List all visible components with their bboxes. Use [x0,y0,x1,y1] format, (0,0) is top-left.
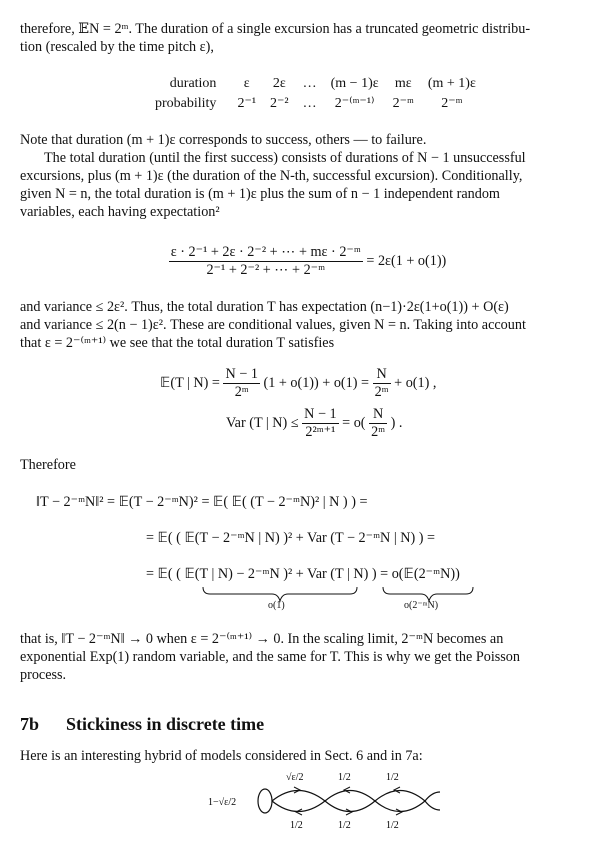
para2-line-2: and variance ≤ 2(n − 1)ε². These are conditional values, given N = n. Taking into account [20,317,526,333]
duration-cell: mε [394,76,412,91]
probability-cell: … [302,96,317,111]
para3-line-3: process. [20,667,67,683]
therefore-line: Therefore [20,457,76,473]
para1-line-1: Note that duration (m + 1)ε corresponds to success, others — to failure. [20,132,427,148]
intro-line-2: tion (rescaled by the time pitch ε), [20,39,214,55]
bottom-label: 1/2 [290,820,303,831]
underbrace-2 [383,587,473,601]
top-label: 1/2 [338,772,351,783]
arc-bottom-2 [325,801,375,812]
probability-label: probability [155,96,217,111]
fraction-denominator: 2ᵐ [371,424,386,440]
equation-conditional-variance [226,406,402,441]
self-loop [258,789,272,813]
underbrace-label-1: o(1) [268,600,285,611]
para3-line-1: that is, ‖T − 2⁻ᵐN‖ → 0 when ε = 2⁻⁽ᵐ⁺¹⁾ → 0. In the scaling limit, 2⁻ᵐN becomes an [20,631,504,647]
duration-cell: ε [243,76,250,91]
bottom-label: 1/2 [338,820,351,831]
underbrace-1 [203,587,357,601]
arc-bottom-4 [425,801,440,810]
equation-norm-line-2: = 𝔼( ( 𝔼(T − 2⁻ᵐN | N) )² + Var (T − 2⁻ᵐN | N) ) = [146,530,436,546]
arc-bottom-1 [272,801,325,812]
fraction-numerator: N [369,406,387,424]
probability-cell: 2⁻ᵐ [441,96,463,111]
fraction [302,406,338,441]
fraction-denominator: 2⁻¹ + 2⁻² + ⋯ + 2⁻ᵐ [206,262,326,278]
fraction-numerator: N − 1 [225,366,258,382]
underbrace-layer [0,584,595,614]
fraction-denominator: 2ᵐ [234,384,249,400]
para1-line-4: given N = n, the total duration is (m + 1)ε plus the sum of n − 1 independent random [20,186,500,202]
loop-label: 1−√ε/2 [208,797,237,808]
top-label: 1/2 [386,772,399,783]
equation-norm-line-3: = 𝔼( ( 𝔼(T | N) − 2⁻ᵐN )² + Var (T | N) ) = o(𝔼(2⁻ᵐN)) [146,566,460,582]
fraction [223,366,259,401]
fraction-numerator: N − 1 [304,406,337,422]
duration-label: duration [169,76,217,91]
section-title: Stickiness in discrete time [66,714,265,734]
equation-rhs: = 2ε(1 + o(1)) [366,252,447,269]
top-label: √ε/2 [286,772,304,783]
para1-line-3: excursions, plus (m + 1)ε (the duration of the N-th, successful excursion). Conditionally, [20,168,523,184]
fraction-numerator: ε · 2⁻¹ + 2ε · 2⁻² + ⋯ + mε · 2⁻ᵐ [170,244,361,260]
arc-top-2 [325,791,375,802]
arc-top-4 [425,792,440,801]
para1-line-5: variables, each having expectation² [20,204,220,220]
equation-middle: = o( [342,414,366,431]
arc-bottom-3 [375,801,425,812]
para1-line-2: The total duration (until the first success) consists of durations of N − 1 unsuccessful [44,150,526,166]
para2-line-1: and variance ≤ 2ε². Thus, the total duration T has expectation (n−1)·2ε(1+o(1)) + O(ε) [20,299,509,315]
equation-lhs: 𝔼(T | N) = [160,374,220,391]
arc-top-1 [272,791,325,802]
equation-tail: ) . [390,414,403,431]
fraction [369,406,387,441]
duration-cell: 2ε [272,76,286,91]
fraction-numerator: N [373,366,391,384]
duration-cell: … [302,76,317,91]
equation-conditional-expectation [160,366,436,401]
bottom-label: 1/2 [386,820,399,831]
equation-middle: (1 + o(1)) + o(1) = [263,374,370,391]
fraction [373,366,391,401]
underbrace-label-2: o(2⁻ᵐN) [404,600,439,611]
equation-norm-line-1: ‖T − 2⁻ᵐN‖² = 𝔼(T − 2⁻ᵐN)² = 𝔼( 𝔼( (T − 2⁻ᵐN)² | N ) ) = [36,494,368,510]
fraction-denominator: 2ᵐ [374,384,389,400]
section-heading [20,714,264,735]
duration-cell: (m + 1)ε [427,76,476,91]
duration-row [148,74,483,94]
equation-tail: + o(1) , [394,374,437,391]
probability-row [148,94,483,114]
section-number: 7b [20,714,40,734]
distribution-table [148,74,483,114]
equation-lhs: Var (T | N) ≤ [226,414,299,431]
probability-cell: 2⁻¹ [237,96,257,111]
arc-top-3 [375,791,425,802]
markov-chain-diagram [200,768,450,832]
intro-line-1: therefore, 𝔼N = 2ᵐ. The duration of a single excursion has a truncated geometric distribu- [20,21,531,37]
para3-line-2: exponential Exp(1) random variable, and the same for T. This is why we get the Poisson [20,649,520,665]
duration-cell: (m − 1)ε [330,76,379,91]
fraction-denominator: 2²ᵐ⁺¹ [305,424,336,440]
para2-line-3: that ε = 2⁻⁽ᵐ⁺¹⁾ we see that the total duration T satisfies [20,335,335,351]
probability-cell: 2⁻⁽ᵐ⁻¹⁾ [334,96,375,111]
probability-cell: 2⁻ᵐ [392,96,414,111]
probability-cell: 2⁻² [270,96,289,111]
expectation-fraction [169,244,363,279]
equation-expectation [20,244,595,279]
para4-line: Here is an interesting hybrid of models considered in Sect. 6 and in 7a: [20,748,423,764]
